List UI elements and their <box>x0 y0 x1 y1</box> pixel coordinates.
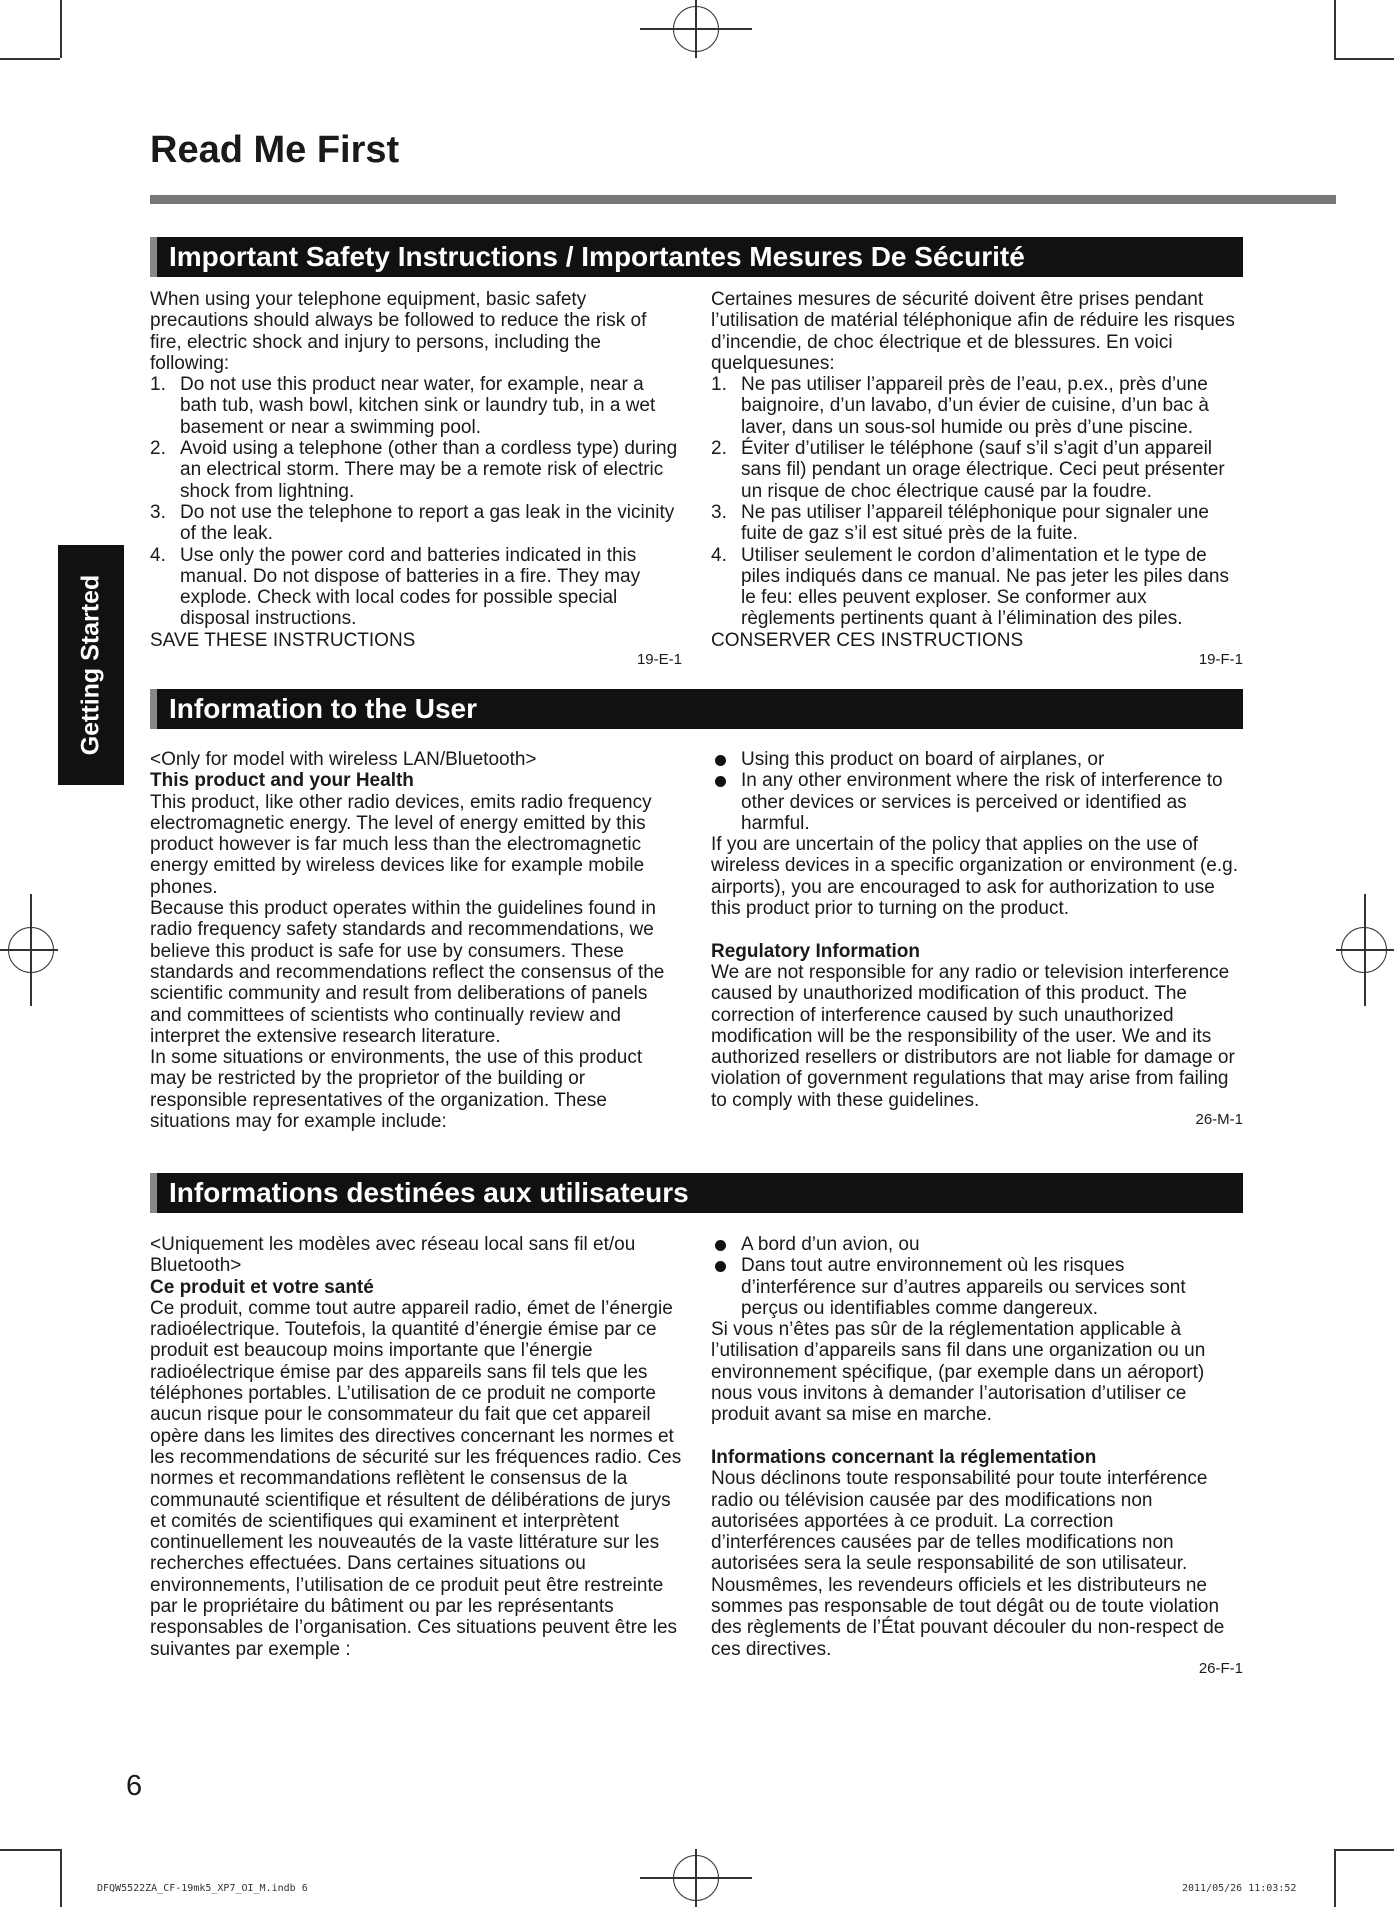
info-user-code: 26-M-1 <box>1195 1111 1243 1129</box>
regulatory-text: We are not responsible for any radio or television interference caused by unauthorized modification of this product. The correction of interference caused by such unauthorized modification will be the responsibility of the user. We and its authorized resellers or distributors are not liable for damage or violation of government regulations that may arise from failing to comply with these guidelines. <box>711 961 1235 1111</box>
safety-fr-list <box>711 374 1243 630</box>
safety-en-code: 19-E-1 <box>636 651 682 669</box>
safety-fr-intro: Certaines mesures de sécurité doivent être prises pendant l’utilisation de matérial téléphonique afin de réduire les risques d’incendie, de choc électrique et de blessures. En voici quelquesunes: <box>711 289 1235 374</box>
list-item: 3. Ne pas utiliser l’appareil téléphonique pour signaler une fuite de gaz s’il est situé près de la fuite. <box>711 501 1209 545</box>
list-item: 4. Use only the power cord and batteries indicated in this manual. Do not dispose of batteries in a fire. They may explode. Check with local codes for possible special disposal instructions. <box>150 544 641 630</box>
info-fr-left-column <box>150 1234 682 1660</box>
info-fr-heading: Informations destinées aux utilisateurs <box>150 1173 1243 1213</box>
reglementation-text: Nous déclinons toute responsabilité pour toute interférence radio ou télévision causée par des modifications non autorisées apportées à ce produit. La correction d’interférences causées par de telles modifications non autorisées sera la seule responsabilité de son utilisateur. Nousmêmes, les revendeurs officiels et les distributeurs ne sommes pas responsable de tout dégât ou de toute violation des règlements de l’État pouvant découler du non-respect de ces directives. <box>711 1468 1225 1660</box>
list-item: 2. Avoid using a telephone (other than a cordless type) during an electrical storm. There may be a remote risk of electric shock from lightning. <box>150 438 678 502</box>
info-user-bullets <box>711 749 1243 834</box>
file-info: DFQW5522ZA_CF-19mk5_XP7_OI_M.indb 6 <box>97 1883 308 1894</box>
info-fr-right-p1: Si vous n’êtes pas sûr de la réglementation applicable à l’utilisation d’appareils sans fil dans une organization ou un environnement spécifique, (par exemple dans un aéroport) nous vous invitons à demander l’autorisation d’utiliser ce produit avant sa mise en marche. <box>711 1319 1206 1426</box>
list-item: Using this product on board of airplanes, or <box>711 749 1243 770</box>
info-user-right-p1: If you are uncertain of the policy that applies on the use of wireless devices in a specific organization or environment (e.g. airports), you are encouraged to ask for authorization to use this product prior to turning on the product. <box>711 834 1238 920</box>
info-fr-code: 26-F-1 <box>1198 1659 1243 1677</box>
info-fr-p1: Ce produit, comme tout autre appareil radio, émet de l’énergie radioélectrique. Toutefois, la quantité d’énergie émise par ce produit est beaucoup moins importante que l’énergie radioélectrique émise par des appareils sans fil tels que les téléphones portables. L’utilisation de ce produit ne comporte aucun risque pour le consommateur du fait que cet appareil opère dans les limites des directives concernant les normes et les recommendations de sécurité sur les fréquences radio. Ces normes et recommandations reflètent le consensus de la communauté scientifique et résultent de délibérations de jurys et comités de scientifiques qui examinent et interprètent continuellement les nouveautés de la vaste littérature sur les recherches effectuées. Dans certaines situations ou environnements, l’utilisation de ce produit peut être restreinte par le propriétaire du bâtiment ou par les représentants responsables de l’organisation. Ces situations peuvent être les suivantes par exemple : <box>150 1297 682 1660</box>
list-item: 1. Do not use this product near water, for example, near a bath tub, wash bowl, kitchen sink or laundry tub, in a wet basement or near a swimming pool. <box>150 374 656 438</box>
regulatory-subheading: Regulatory Information <box>711 940 921 962</box>
info-user-heading: Information to the User <box>150 689 1243 729</box>
print-timestamp: 2011/05/26 11:03:52 <box>1182 1883 1297 1894</box>
safety-heading: Important Safety Instructions / Importantes Mesures De Sécurité <box>150 237 1243 277</box>
info-user-p3: In some situations or environments, the use of this product may be restricted by the proprietor of the building or responsible representatives of the organization. These situations may for example include: <box>150 1047 643 1133</box>
info-fr-bullets <box>711 1234 1243 1319</box>
model-note: <Only for model with wireless LAN/Bluetooth> <box>150 749 537 770</box>
safety-french-column <box>711 289 1243 669</box>
page-title: Read Me First <box>150 129 400 171</box>
list-item: In any other environment where the risk of interference to other devices or services is perceived or identified as harmful. <box>711 770 1243 834</box>
safety-fr-code: 19-F-1 <box>1198 651 1243 669</box>
sante-subheading: Ce produit et votre santé <box>150 1276 374 1298</box>
list-item: 2. Éviter d’utiliser le téléphone (sauf s’il s’agit d’un appareil sans fil) pendant un orage électrique. Ceci peut présenter un risque de choc électrique causé par la foudre. <box>711 438 1225 502</box>
info-user-right-column <box>711 749 1243 1129</box>
list-item: A bord d’un avion, ou <box>711 1234 1243 1255</box>
list-item: 1. Ne pas utiliser l’appareil près de l’eau, p.ex., près d’une baignoire, d’un lavabo, d’un évier de cuisine, d’un bac à laver, dans un sous-sol humide ou près d’une piscine. <box>711 374 1209 438</box>
info-user-p1: This product, like other radio devices, emits radio frequency electromagnetic energy. The level of energy emitted by this product however is far much less than the electromagnetic energy emitted by wireless devices like for example mobile phones. <box>150 791 652 898</box>
health-subheading: This product and your Health <box>150 770 414 792</box>
info-fr-right-column <box>711 1234 1243 1678</box>
title-rule <box>150 195 1336 204</box>
list-item: Dans tout autre environnement où les risques d’interférence sur d’autres appareils ou services sont perçus ou identifiables comme dangereux. <box>711 1255 1243 1319</box>
info-user-p2: Because this product operates within the guidelines found in radio frequency safety standards and recommendations, we believe this product is safe for use by consumers. These standards and recommendations reflect the consensus of the scientific community and result from deliberations of panels and committees of scientists who continually review and interpret the extensive research literature. <box>150 898 665 1047</box>
info-user-left-column <box>150 749 682 1132</box>
safety-en-closing: SAVE THESE INSTRUCTIONS <box>150 629 416 651</box>
list-item: 4. Utiliser seulement le cordon d’alimentation et le type de piles indiqués dans ce manual. Ne pas jeter les piles dans le feu: elles peuvent exploser. Se conformer aux règlements pertinents quant à l’élimination des piles. <box>711 544 1229 630</box>
list-item: 3. Do not use the telephone to report a gas leak in the vicinity of the leak. <box>150 501 675 545</box>
side-tab-label: Getting Started <box>76 574 105 756</box>
safety-fr-closing: CONSERVER CES INSTRUCTIONS <box>711 629 1024 651</box>
model-note-fr: <Uniquement les modèles avec réseau local sans fil et/ou Bluetooth> <box>150 1234 636 1277</box>
side-tab <box>58 545 124 785</box>
reglementation-subheading: Informations concernant la réglementation <box>711 1446 1097 1468</box>
safety-english-column <box>150 289 682 669</box>
safety-en-intro: When using your telephone equipment, basic safety precautions should always be followed to reduce the risk of fire, electric shock and injury to persons, including the following: <box>150 289 647 374</box>
safety-en-list <box>150 374 682 630</box>
page-number: 6 <box>126 1770 143 1802</box>
